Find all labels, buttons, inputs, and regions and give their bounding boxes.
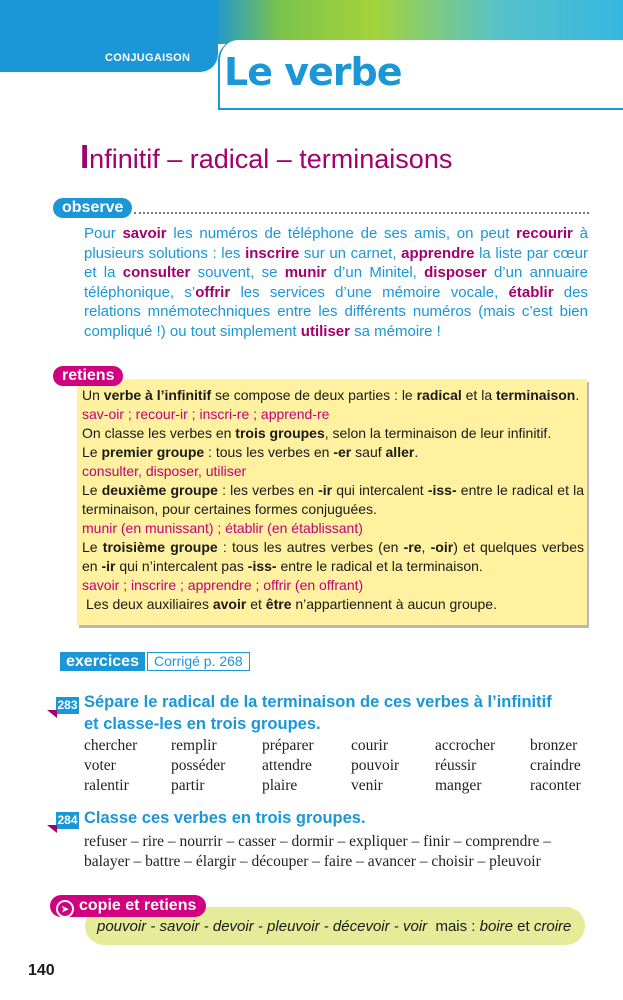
verb-word: raconter (530, 777, 581, 794)
observe-bold: inscrire (245, 244, 300, 262)
exercices-badge: exercices (60, 652, 145, 671)
verb-word: manger (435, 777, 482, 794)
retiens-text: : tous les verbes en (204, 444, 334, 460)
copie-badge (50, 895, 206, 917)
observe-text: souvent, se (190, 264, 285, 281)
observe-text: sur un carnet, (299, 244, 402, 262)
retiens-text: . (414, 444, 419, 460)
retiens-bold: troisième groupe (102, 539, 218, 555)
exercise-284-line2: balayer – battre – élargir – découper – faire – avancer – choisir – pleuvoir (84, 853, 541, 870)
observe-bold: munir (284, 264, 327, 281)
lesson-subtitle (80, 138, 452, 176)
retiens-text: On classe les verbes en (82, 425, 236, 441)
copie-verbs: pouvoir - savoir - devoir - pleuvoir - décevoir - voir (97, 918, 428, 935)
retiens-bold: deuxième groupe (101, 482, 218, 498)
verb-word: courir (351, 737, 389, 754)
retiens-bold: -re (403, 539, 422, 555)
retiens-bold: avoir (212, 596, 247, 612)
observe-text: d’un annuaire téléphonique, s’ (84, 264, 588, 301)
corrige-link[interactable]: Corrigé p. 268 (147, 652, 250, 671)
observe-text: sa mémoire ! (349, 322, 441, 340)
retiens-text: : les verbes en (217, 482, 319, 498)
observe-text: des relations mnémotechniques entre les différents numéros (mais c’est bien compliqué !) ou tout simplement (84, 283, 588, 340)
retiens-bold: aller (385, 444, 415, 460)
verb-word: voter (84, 757, 116, 774)
retiens-text: et (246, 596, 266, 612)
retiens-rule (82, 386, 584, 405)
section-label: CONJUGAISON (105, 52, 191, 64)
observe-text: les services d’une mémoire vocale, (230, 283, 509, 301)
observe-text: à plusieurs solutions : les (84, 225, 588, 262)
observe-text: d’un Minitel, (326, 264, 425, 281)
verb-word: venir (351, 777, 383, 794)
subtitle-initial: I (80, 138, 90, 175)
exercise-number-283: 283 (57, 698, 78, 712)
copie-mais: mais : (427, 918, 480, 935)
retiens-bold: trois groupes (235, 425, 325, 441)
retiens-text: Le (82, 482, 102, 498)
exercise-number-284: 284 (57, 813, 78, 827)
retiens-example (82, 462, 584, 481)
retiens-rule (82, 595, 584, 614)
retiens-badge: retiens (53, 366, 123, 386)
retiens-text: consulter, disposer, utiliser (82, 463, 247, 479)
page-number: 140 (28, 962, 55, 979)
verb-word: chercher (84, 737, 138, 754)
observe-bold: disposer (424, 264, 487, 281)
retiens-text: Le (82, 444, 102, 460)
observe-bold: établir (508, 283, 554, 301)
retiens-bold: -oir (430, 539, 454, 555)
retiens-rule (82, 424, 584, 443)
retiens-bold: radical (416, 387, 462, 403)
retiens-text: , (421, 539, 431, 555)
observe-bold: utiliser (300, 322, 350, 340)
copy-icon: ➤ (56, 900, 74, 918)
retiens-text: : tous les autres verbes (en (217, 539, 404, 555)
retiens-text: se compose de deux parties : le (211, 387, 417, 403)
retiens-text: Les deux auxiliaires (86, 596, 213, 612)
retiens-text: , selon la terminaison de leur infinitif. (324, 425, 552, 441)
retiens-content (82, 386, 584, 614)
retiens-bold: être (265, 596, 292, 612)
verb-word: posséder (171, 757, 226, 774)
verb-word: craindre (530, 757, 581, 774)
retiens-rule (82, 538, 584, 576)
exercise-284-line1: refuser – rire – nourrir – casser – dormir – expliquer – finir – comprendre – (84, 833, 551, 850)
observe-text: la liste par cœur et la (84, 244, 588, 281)
retiens-bold: -iss- (427, 482, 457, 498)
retiens-text: Le (82, 539, 103, 555)
observe-text: Pour (84, 225, 123, 242)
retiens-bold: verbe à l’infinitif (103, 387, 212, 403)
verb-word: plaire (262, 777, 298, 794)
retiens-bold: -ir (101, 558, 116, 574)
observe-bold: savoir (122, 225, 167, 242)
verb-word: accrocher (435, 737, 496, 754)
verb-word: remplir (171, 737, 217, 754)
verb-word: attendre (262, 757, 312, 774)
retiens-example (82, 519, 584, 538)
retiens-bold: premier groupe (101, 444, 205, 460)
exercise-283-title-line2: et classe-les en trois groupes. (84, 715, 321, 733)
observe-badge: observe (53, 198, 132, 218)
retiens-text: savoir ; inscrire ; apprendre ; offrir (en offrant) (82, 577, 364, 593)
copie-et: et (513, 918, 534, 935)
observe-bold: offrir (195, 283, 231, 301)
retiens-text: entre le radical et la terminaison, pour certaines formes conjuguées. (82, 482, 585, 517)
verb-word: ralentir (84, 777, 129, 794)
copie-text (97, 918, 571, 935)
copie-boire: boire (479, 918, 513, 935)
retiens-text: qui intercalent (332, 482, 428, 498)
page-title: Le verbe (224, 50, 402, 94)
retiens-text: Un (82, 387, 104, 403)
retiens-text: sauf (351, 444, 386, 460)
observe-text: les numéros de téléphone de ses amis, on peut (166, 225, 517, 242)
exercise-283-title-line1: Sépare le radical de la terminaison de ces verbes à l’infinitif (84, 693, 552, 711)
retiens-bold: -ir (318, 482, 333, 498)
copie-label: copie et retiens (79, 897, 197, 914)
subtitle-rest: nfinitif – radical – terminaisons (89, 144, 453, 174)
retiens-example (82, 405, 584, 424)
retiens-text: entre le radical et la terminaison. (276, 558, 483, 574)
observe-paragraph (84, 224, 588, 341)
verb-word: réussir (435, 757, 477, 774)
verb-word: bronzer (530, 737, 578, 754)
dotted-separator (134, 212, 589, 214)
retiens-text: et la (461, 387, 496, 403)
verb-word: partir (171, 777, 205, 794)
verb-word: pouvoir (351, 757, 400, 774)
copie-croire: croire (533, 918, 572, 935)
verb-word: préparer (262, 737, 314, 754)
retiens-text: n’appartiennent à aucun groupe. (291, 596, 497, 612)
retiens-text: munir (en munissant) ; établir (en établissant) (82, 520, 363, 536)
retiens-bold: -er (333, 444, 352, 460)
observe-bold: consulter (122, 264, 191, 281)
exercise-284-title: Classe ces verbes en trois groupes. (84, 809, 366, 827)
observe-bold: recourir (516, 225, 573, 242)
retiens-example (82, 576, 584, 595)
retiens-text: qui n’intercalent pas (115, 558, 248, 574)
retiens-bold: -iss- (247, 558, 277, 574)
retiens-text: ) et quelques verbes en (82, 539, 585, 574)
retiens-rule (82, 481, 584, 519)
retiens-bold: terminaison (496, 387, 576, 403)
retiens-text: sav-oir ; recour-ir ; inscri-re ; apprend-re (82, 406, 330, 422)
observe-bold: apprendre (401, 244, 475, 262)
retiens-rule (82, 443, 584, 462)
retiens-text: . (575, 387, 580, 403)
